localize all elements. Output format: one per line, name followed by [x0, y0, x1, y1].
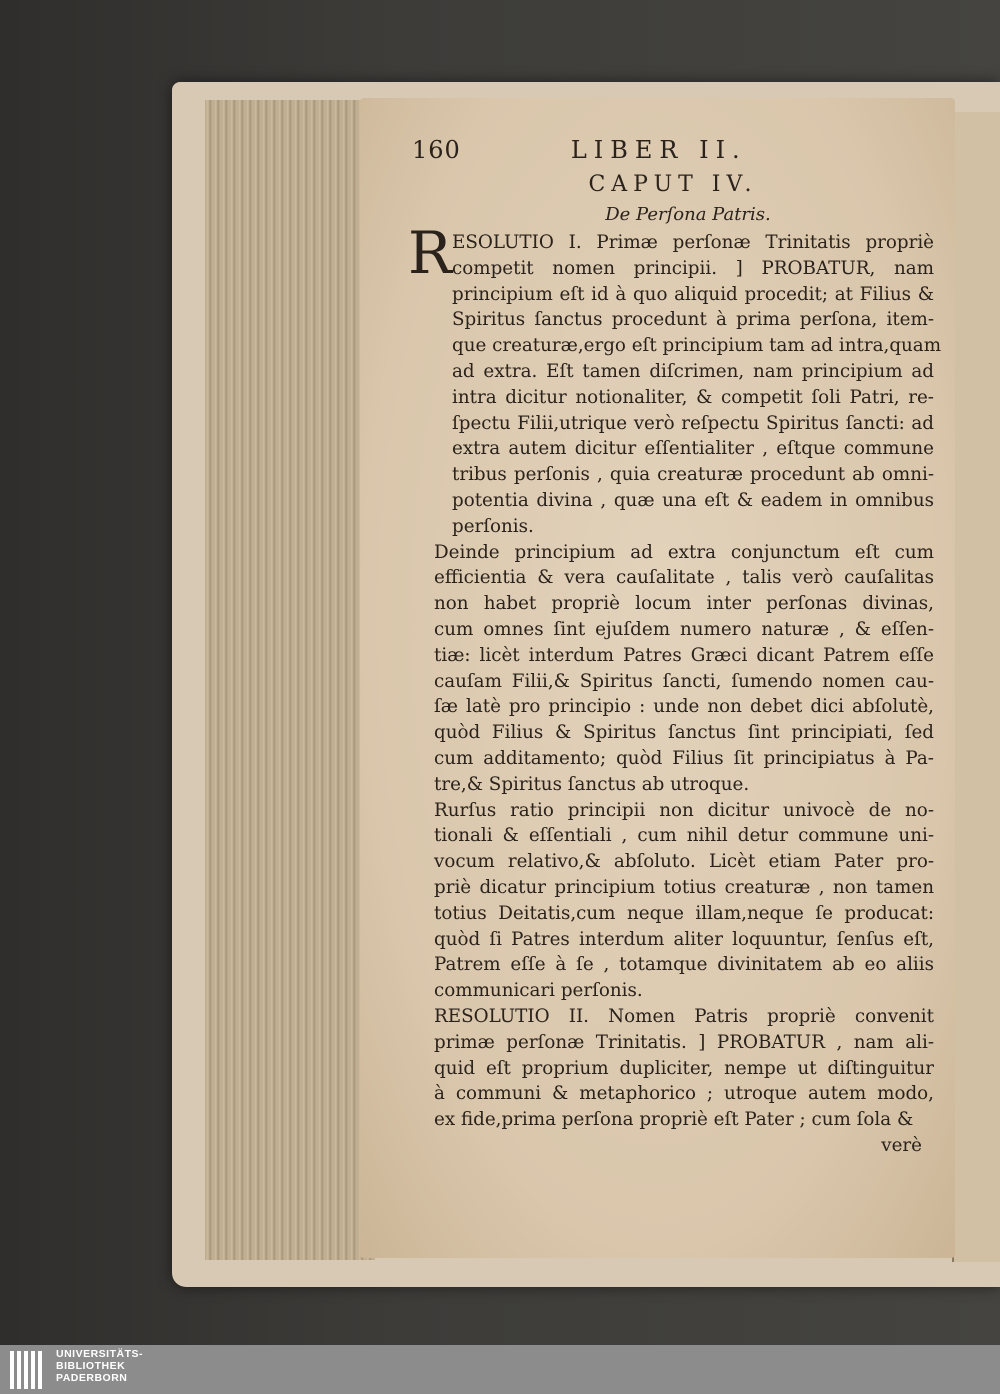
text-line: Patrem eſſe à ſe , totamque divinitatem ab eo aliis: [434, 954, 934, 976]
text-line: ſpectu Filii,utrique verò reſpectu Spiritus ſancti: ad: [452, 412, 934, 434]
paragraph: [412, 798, 934, 1004]
catchword: verè: [881, 1134, 922, 1156]
running-title: LIBER II.: [570, 136, 747, 164]
library-footer: [0, 1345, 1000, 1394]
text-line: efficientia & vera cauſalitate , talis verò cauſalitas: [434, 567, 934, 589]
text-line: ad extra. Eſt tamen diſcrimen, nam principium ad: [452, 360, 934, 382]
resolutio-1: [408, 219, 942, 540]
text-line: quòd ſi Patres interdum aliter loquuntur, ſenſus eſt,: [434, 928, 934, 950]
text-line: RESOLUTIO II. Nomen Patris propriè convenit: [434, 1005, 934, 1027]
text-line: que creaturæ,ergo eſt principium tam ad intra,quam: [452, 335, 942, 357]
logo-line: PADERBORN: [56, 1372, 128, 1384]
page-text: [408, 136, 942, 1159]
text-line: cum omnes ſint ejuſdem numero naturæ , & eſſen-: [434, 618, 934, 640]
text-line: communicari perſonis.: [434, 980, 643, 1002]
text-line: principium eſt id à quo aliquid procedit; at Filius &: [452, 283, 934, 305]
page-edges: [205, 100, 375, 1260]
text-line: à communi & metaphorico ; utroque autem modo,: [434, 1083, 934, 1105]
text-line: tiæ: licèt interdum Patres Græci dicant Patrem eſſe: [434, 644, 934, 666]
text-line: ex fide,prima perſona propriè eſt Pater ; cum ſola &: [434, 1109, 914, 1131]
text-line: Rurſus ratio principii non dicitur univocè de no-: [434, 799, 934, 821]
text-line: potentia divina , quæ una eſt & eadem in omnibus: [452, 489, 934, 511]
page-header: [412, 138, 934, 172]
text-line: competit nomen principii. ] PROBATUR, nam: [452, 257, 934, 279]
text-line: vocum relativo,& abſoluto. Licèt etiam Pater pro-: [434, 851, 934, 873]
text-line: ſæ latè pro principio : unde non debet dici abſolutè,: [434, 696, 934, 718]
paragraph: [412, 540, 934, 798]
text-line: intra dicitur notionaliter, & competit ſoli Patri, re-: [452, 386, 934, 408]
text-line: tionali & eſſentiali , cum nihil detur commune uni-: [434, 825, 934, 847]
paragraph: [412, 1004, 934, 1133]
text-line: extra autem dicitur eſſentialiter , eſtque commune: [452, 438, 934, 460]
chapter-subtitle: De Perſona Patris.: [605, 204, 771, 225]
text-line: Spiritus ſanctus procedunt à prima perſona, item-: [452, 309, 934, 331]
text-line: non habet propriè locum inter perſonas divinas,: [434, 593, 934, 615]
page-number: 160: [412, 136, 461, 164]
text-line: tre,& Spiritus ſanctus ab utroque.: [434, 773, 750, 795]
paragraph: [412, 230, 942, 540]
text-line: cauſam Filii,& Spiritus ſancti, ſumendo nomen cau-: [434, 670, 934, 692]
chapter-heading: CAPUT IV.: [588, 172, 758, 197]
text-line: priè dicatur principium totius creaturæ , non tamen: [434, 876, 934, 898]
text-line: primæ perſonæ Trinitatis. ] PROBATUR , nam ali-: [434, 1031, 934, 1053]
logo-line: UNIVERSITÄTS-: [56, 1348, 144, 1360]
drop-cap: R: [408, 219, 452, 287]
text-line: perſonis.: [452, 515, 534, 537]
facing-page-edge: [952, 112, 1000, 1262]
library-logo-text: [56, 1348, 143, 1384]
library-logo-icon: [10, 1351, 50, 1389]
text-line: ESOLUTIO I. Primæ perſonæ Trinitatis propriè: [452, 232, 934, 253]
text-line: Deinde principium ad extra conjunctum eſt cum: [434, 541, 934, 563]
text-line: cum additamento; quòd Filius ſit principiatus à Pa-: [434, 747, 934, 769]
text-line: totius Deitatis,cum neque illam,neque ſe producat:: [434, 902, 934, 924]
text-line: quòd Filius & Spiritus ſanctus ſint principiati, ſed: [434, 722, 934, 744]
text-line: tribus perſonis , quia creaturæ procedunt ab omni-: [452, 464, 934, 486]
text-line: quid eſt proprium dupliciter, nempe ut diſtinguitur: [434, 1057, 934, 1079]
logo-line: BIBLIOTHEK: [56, 1360, 126, 1372]
